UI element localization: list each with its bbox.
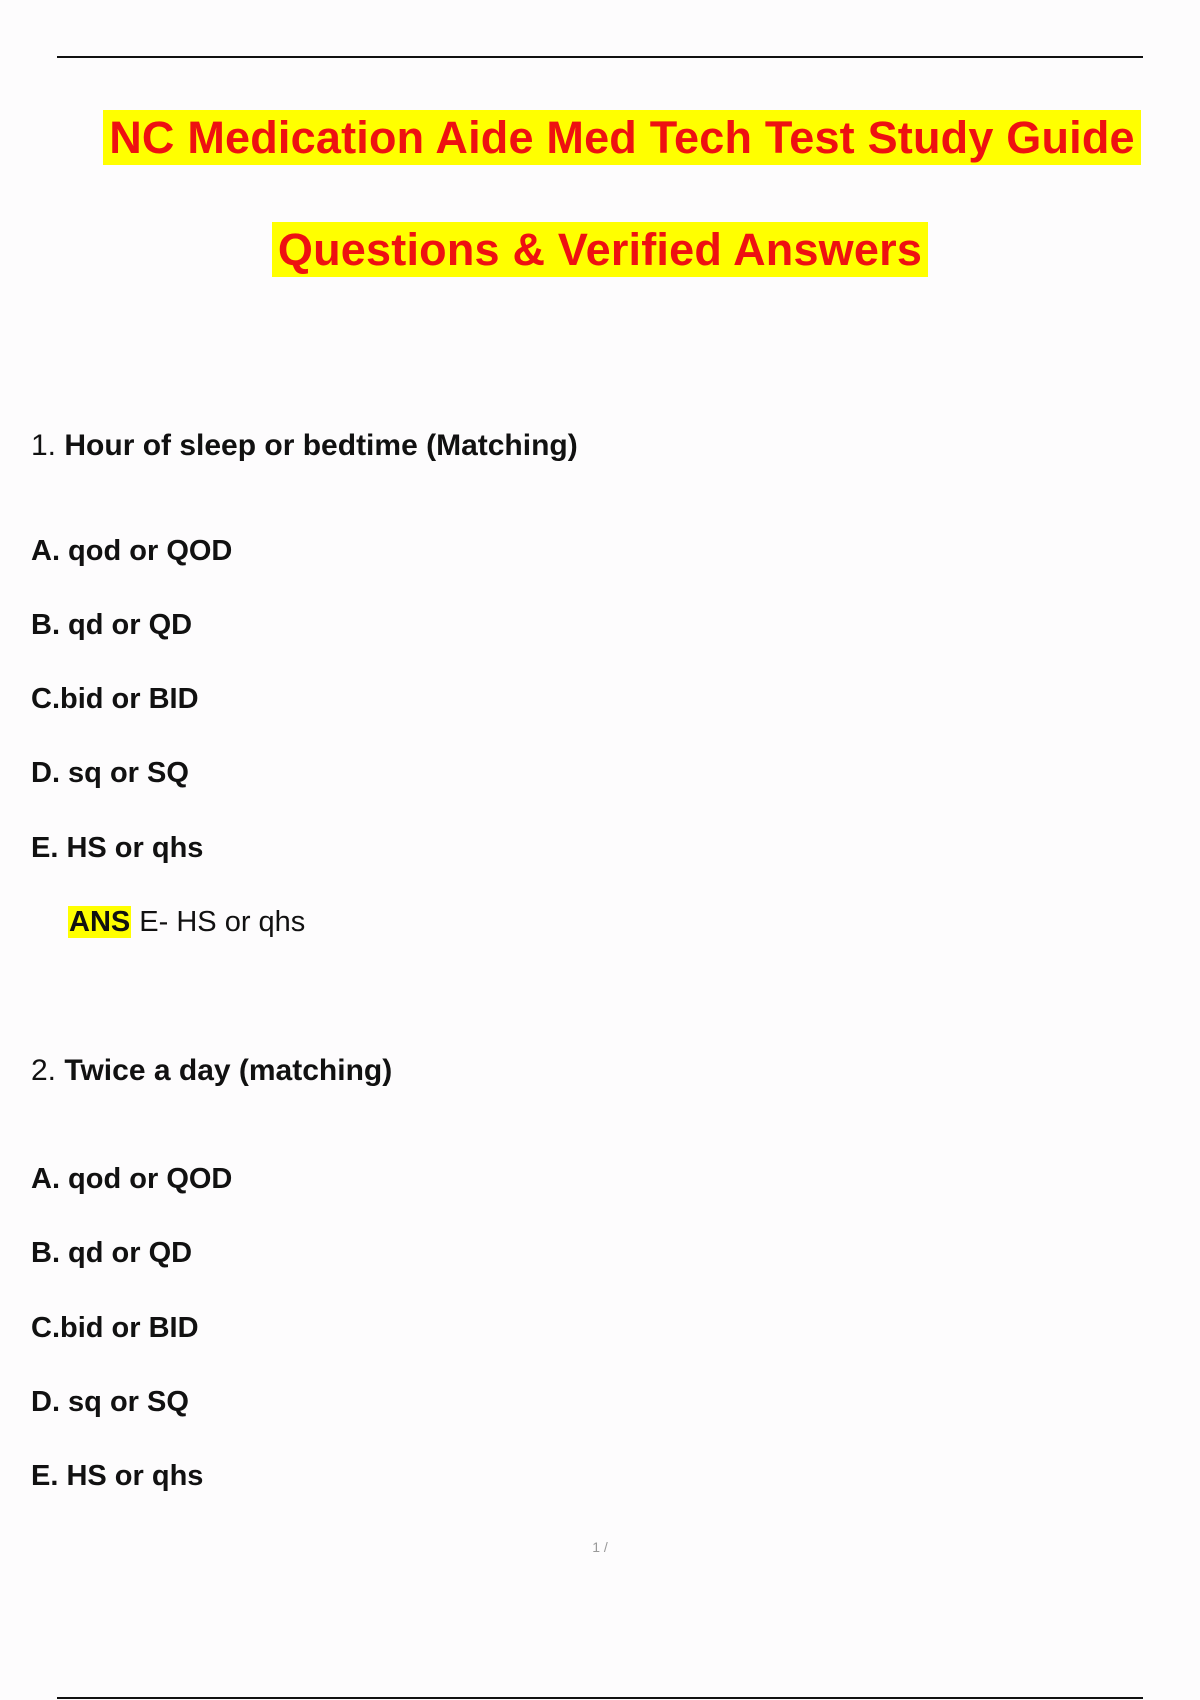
option-b: B. qd or QD — [31, 609, 193, 641]
answer-label: ANS — [69, 906, 131, 938]
question-2 — [31, 1053, 392, 1089]
question-text: Hour of sleep or bedtime (Matching) — [64, 429, 578, 462]
question-number: 1. — [31, 429, 57, 462]
question-1 — [31, 428, 578, 464]
title-line-1-wrapper — [0, 110, 1200, 165]
question-number: 2. — [31, 1054, 57, 1087]
option-d: D. sq or SQ — [31, 757, 189, 789]
option-e: E. HS or qhs — [31, 832, 204, 864]
question-text: Twice a day (matching) — [64, 1054, 393, 1087]
option-d: D. sq or SQ — [31, 1386, 189, 1418]
option-b: B. qd or QD — [31, 1237, 193, 1269]
page-number: 1 / — [592, 1539, 608, 1555]
option-c: C.bid or BID — [31, 1312, 199, 1344]
bottom-rule — [57, 1697, 1143, 1699]
answer-1 — [68, 904, 305, 940]
top-rule — [57, 56, 1143, 58]
option-e: E. HS or qhs — [31, 1460, 204, 1492]
option-c: C.bid or BID — [31, 683, 199, 715]
title-line-2-wrapper — [0, 222, 1200, 277]
document-title: NC Medication Aide Med Tech Test Study Guide — [103, 110, 1141, 165]
option-a: A. qod or QOD — [31, 1163, 233, 1195]
option-a: A. qod or QOD — [31, 535, 233, 567]
answer-text: E- HS or qhs — [139, 906, 306, 938]
document-subtitle: Questions & Verified Answers — [272, 222, 928, 277]
